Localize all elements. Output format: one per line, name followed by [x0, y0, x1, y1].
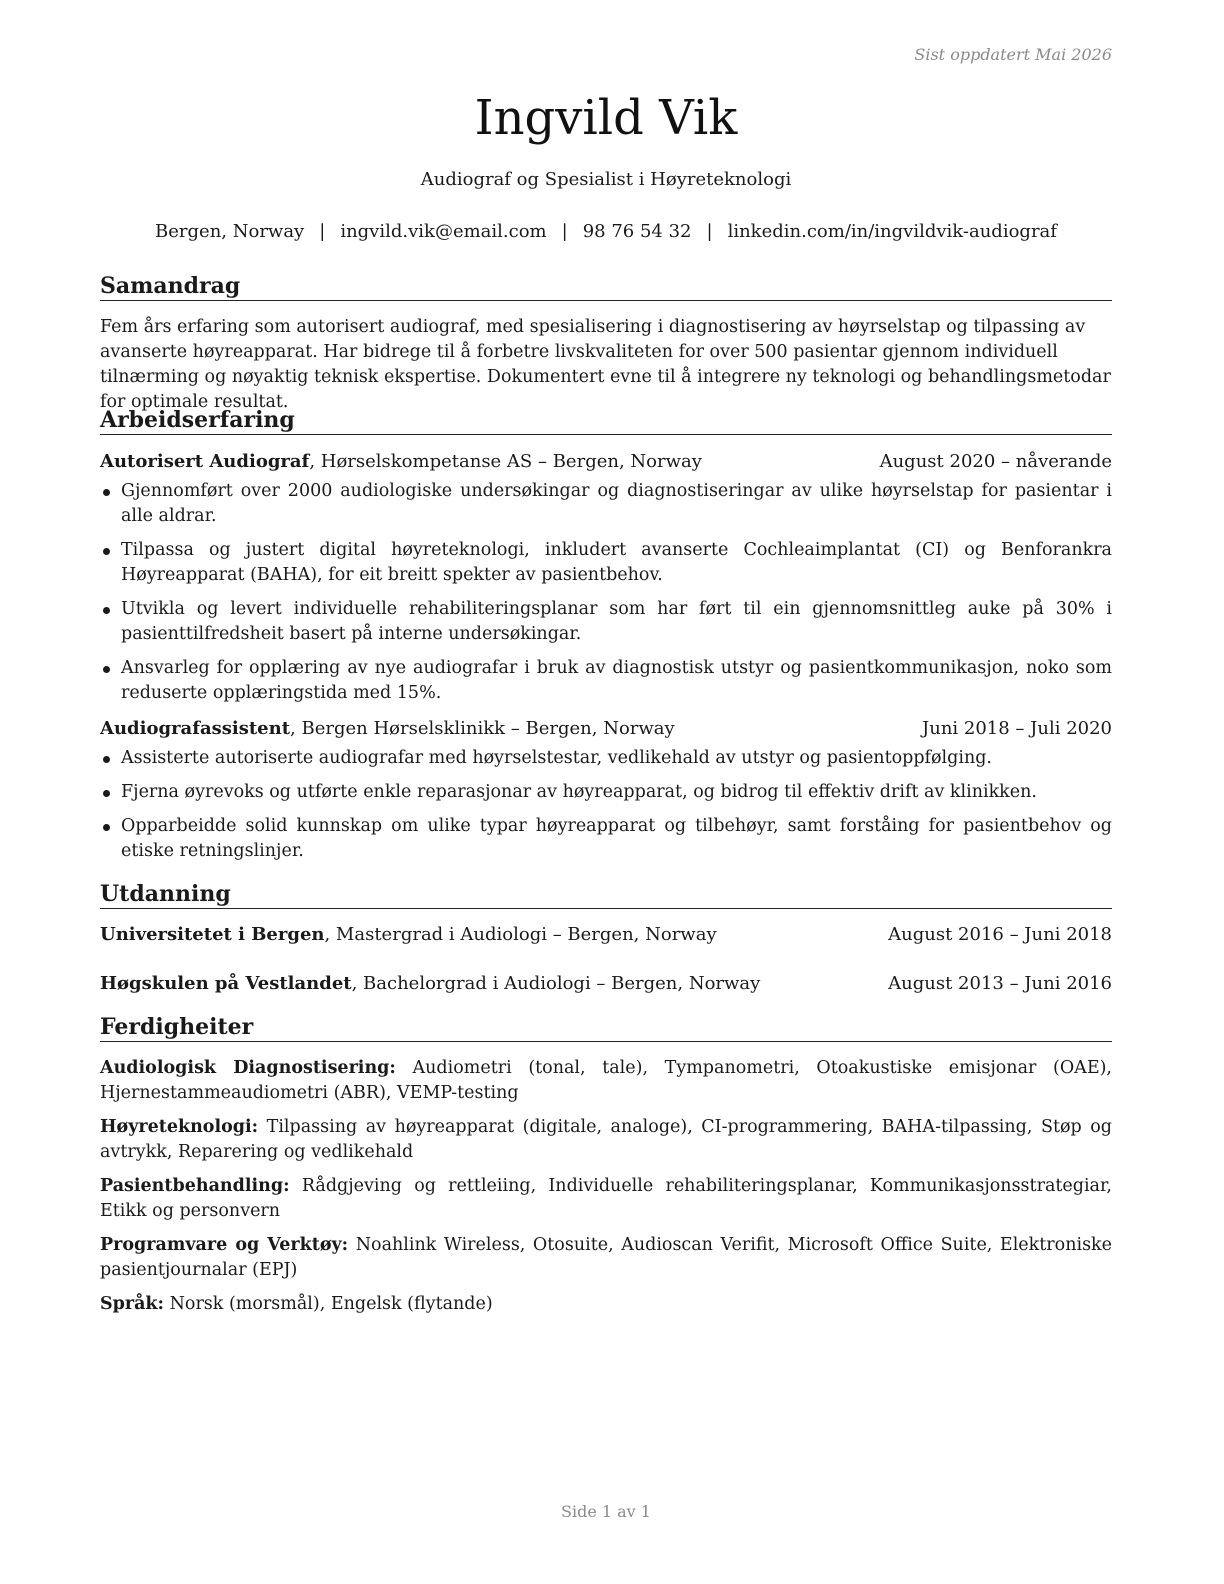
education-dates: August 2016 – Juni 2018: [888, 924, 1112, 945]
job-org: , Hørselskompetanse AS – Bergen, Norway: [309, 451, 702, 472]
skill-text: Audiometri (tonal, tale), Tympanometri, Otoakustiske emisjonar (OAE), Hjernestammeaudiometri (ABR), VEMP-testing: [100, 1058, 1112, 1103]
candidate-name: Ingvild Vik: [474, 90, 738, 146]
summary-text: Fem års erfaring som autorisert audiograf, med spesialisering i diagnostisering av høyrselstap og tilpassing av avanserte høyreapparat. Har bidrege til å forbetre livskvaliteten for over 500 pasientar gjennom individuell tilnærming og nøyaktig teknisk ekspertise. Dokumentert evne til å integrere ny teknologi og behandlingsmetodar for optimale resultat.: [100, 317, 1111, 412]
page-number: Side 1 av 1: [561, 1502, 651, 1521]
education-detail: , Bachelorgrad i Audiologi – Bergen, Norway: [351, 973, 761, 994]
contact-line: [100, 220, 1112, 244]
skill-text: Tilpassing av høyreapparat (digitale, analoge), CI-programmering, BAHA-tilpassing, Støp og avtrykk, Reparering og vedlikehald: [100, 1117, 1112, 1162]
skill-row: [100, 1056, 1112, 1106]
contact-location: Bergen, Norway: [155, 221, 305, 242]
list-item: Utvikla og levert individuelle rehabiliteringsplanar som har ført til ein gjennomsnittleg auke på 30% i pasienttilfredsheit basert på interne undersøkingar.: [100, 597, 1112, 647]
skill-row: [100, 1174, 1112, 1224]
education-detail: , Mastergrad i Audiologi – Bergen, Norway: [324, 924, 717, 945]
skill-label: Audiologisk Diagnostisering:: [100, 1058, 396, 1078]
contact-linkedin[interactable]: linkedin.com/in/ingvildvik-audiograf: [727, 221, 1057, 242]
job-role: Autorisert Audiograf: [100, 451, 310, 472]
list-item: Ansvarleg for opplæring av nye audiografar i bruk av diagnostisk utstyr og pasientkommunikasjon, noko som reduserte opplæringstida med 15%.: [100, 656, 1112, 706]
skill-row: [100, 1115, 1112, 1165]
job-dates: Juni 2018 – Juli 2020: [922, 718, 1112, 739]
education-dates: August 2013 – Juni 2016: [888, 973, 1112, 994]
skill-text: Noahlink Wireless, Otosuite, Audioscan Verifit, Microsoft Office Suite, Elektroniske pasientjournalar (EPJ): [100, 1235, 1113, 1280]
skill-text: Rådgjeving og rettleiing, Individuelle rehabiliteringsplanar, Kommunikasjonsstrategiar, Etikk og personvern: [100, 1176, 1112, 1221]
candidate-title: Audiograf og Spesialist i Høyreteknologi: [420, 169, 792, 190]
section-heading-summary: Samandrag: [100, 272, 1112, 301]
section-heading-skills: Ferdigheiter: [100, 1013, 1112, 1042]
job-bullets: [100, 746, 1112, 873]
job-header: [100, 450, 1112, 474]
job-org: , Bergen Hørselsklinikk – Bergen, Norway: [290, 718, 675, 739]
last-updated: Sist oppdatert Mai 2026: [914, 45, 1112, 64]
skill-row: [100, 1292, 1112, 1317]
skill-label: Språk:: [100, 1294, 165, 1314]
skill-row: [100, 1233, 1112, 1283]
skill-label: Pasientbehandling:: [100, 1176, 290, 1196]
contact-email[interactable]: ingvild.vik@email.com: [340, 221, 547, 242]
education-school: Universitetet i Bergen: [100, 924, 325, 945]
job-bullets: [100, 479, 1112, 715]
skill-label: Programvare og Verktøy:: [100, 1235, 349, 1255]
list-item: Tilpassa og justert digital høyreteknologi, inkludert avanserte Cochleaimplantat (CI) og Benforankra Høyreapparat (BAHA), for eit breitt spekter av pasientbehov.: [100, 538, 1112, 588]
contact-phone: 98 76 54 32: [582, 221, 692, 242]
list-item: Gjennomført over 2000 audiologiske undersøkingar og diagnostiseringar av ulike høyrselstap for pasientar i alle aldrar.: [100, 479, 1112, 529]
education-item: [100, 923, 1112, 947]
list-item: Assisterte autoriserte audiografar med høyrselstestar, vedlikehald av utstyr og pasientoppfølging.: [100, 746, 1112, 771]
job-role: Audiografassistent: [100, 718, 291, 739]
section-heading-education: Utdanning: [100, 880, 1112, 909]
resume-page: [100, 0, 1112, 1584]
contact-separator: |: [319, 221, 326, 242]
list-item: Opparbeidde solid kunnskap om ulike typar høyreapparat og tilbehøyr, samt forståing for pasientbehov og etiske retningslinjer.: [100, 814, 1112, 864]
job-dates: August 2020 – nåverande: [879, 451, 1112, 472]
education-item: [100, 972, 1112, 996]
section-heading-experience: Arbeidserfaring: [100, 406, 1112, 435]
contact-separator: |: [706, 221, 713, 242]
list-item: Fjerna øyrevoks og utførte enkle reparasjonar av høyreapparat, og bidrog til effektiv drift av klinikken.: [100, 780, 1112, 805]
education-school: Høgskulen på Vestlandet: [100, 973, 352, 994]
contact-separator: |: [561, 221, 568, 242]
skill-text: Norsk (morsmål), Engelsk (flytande): [164, 1294, 493, 1314]
job-header: [100, 717, 1112, 741]
skill-label: Høyreteknologi:: [100, 1117, 259, 1137]
